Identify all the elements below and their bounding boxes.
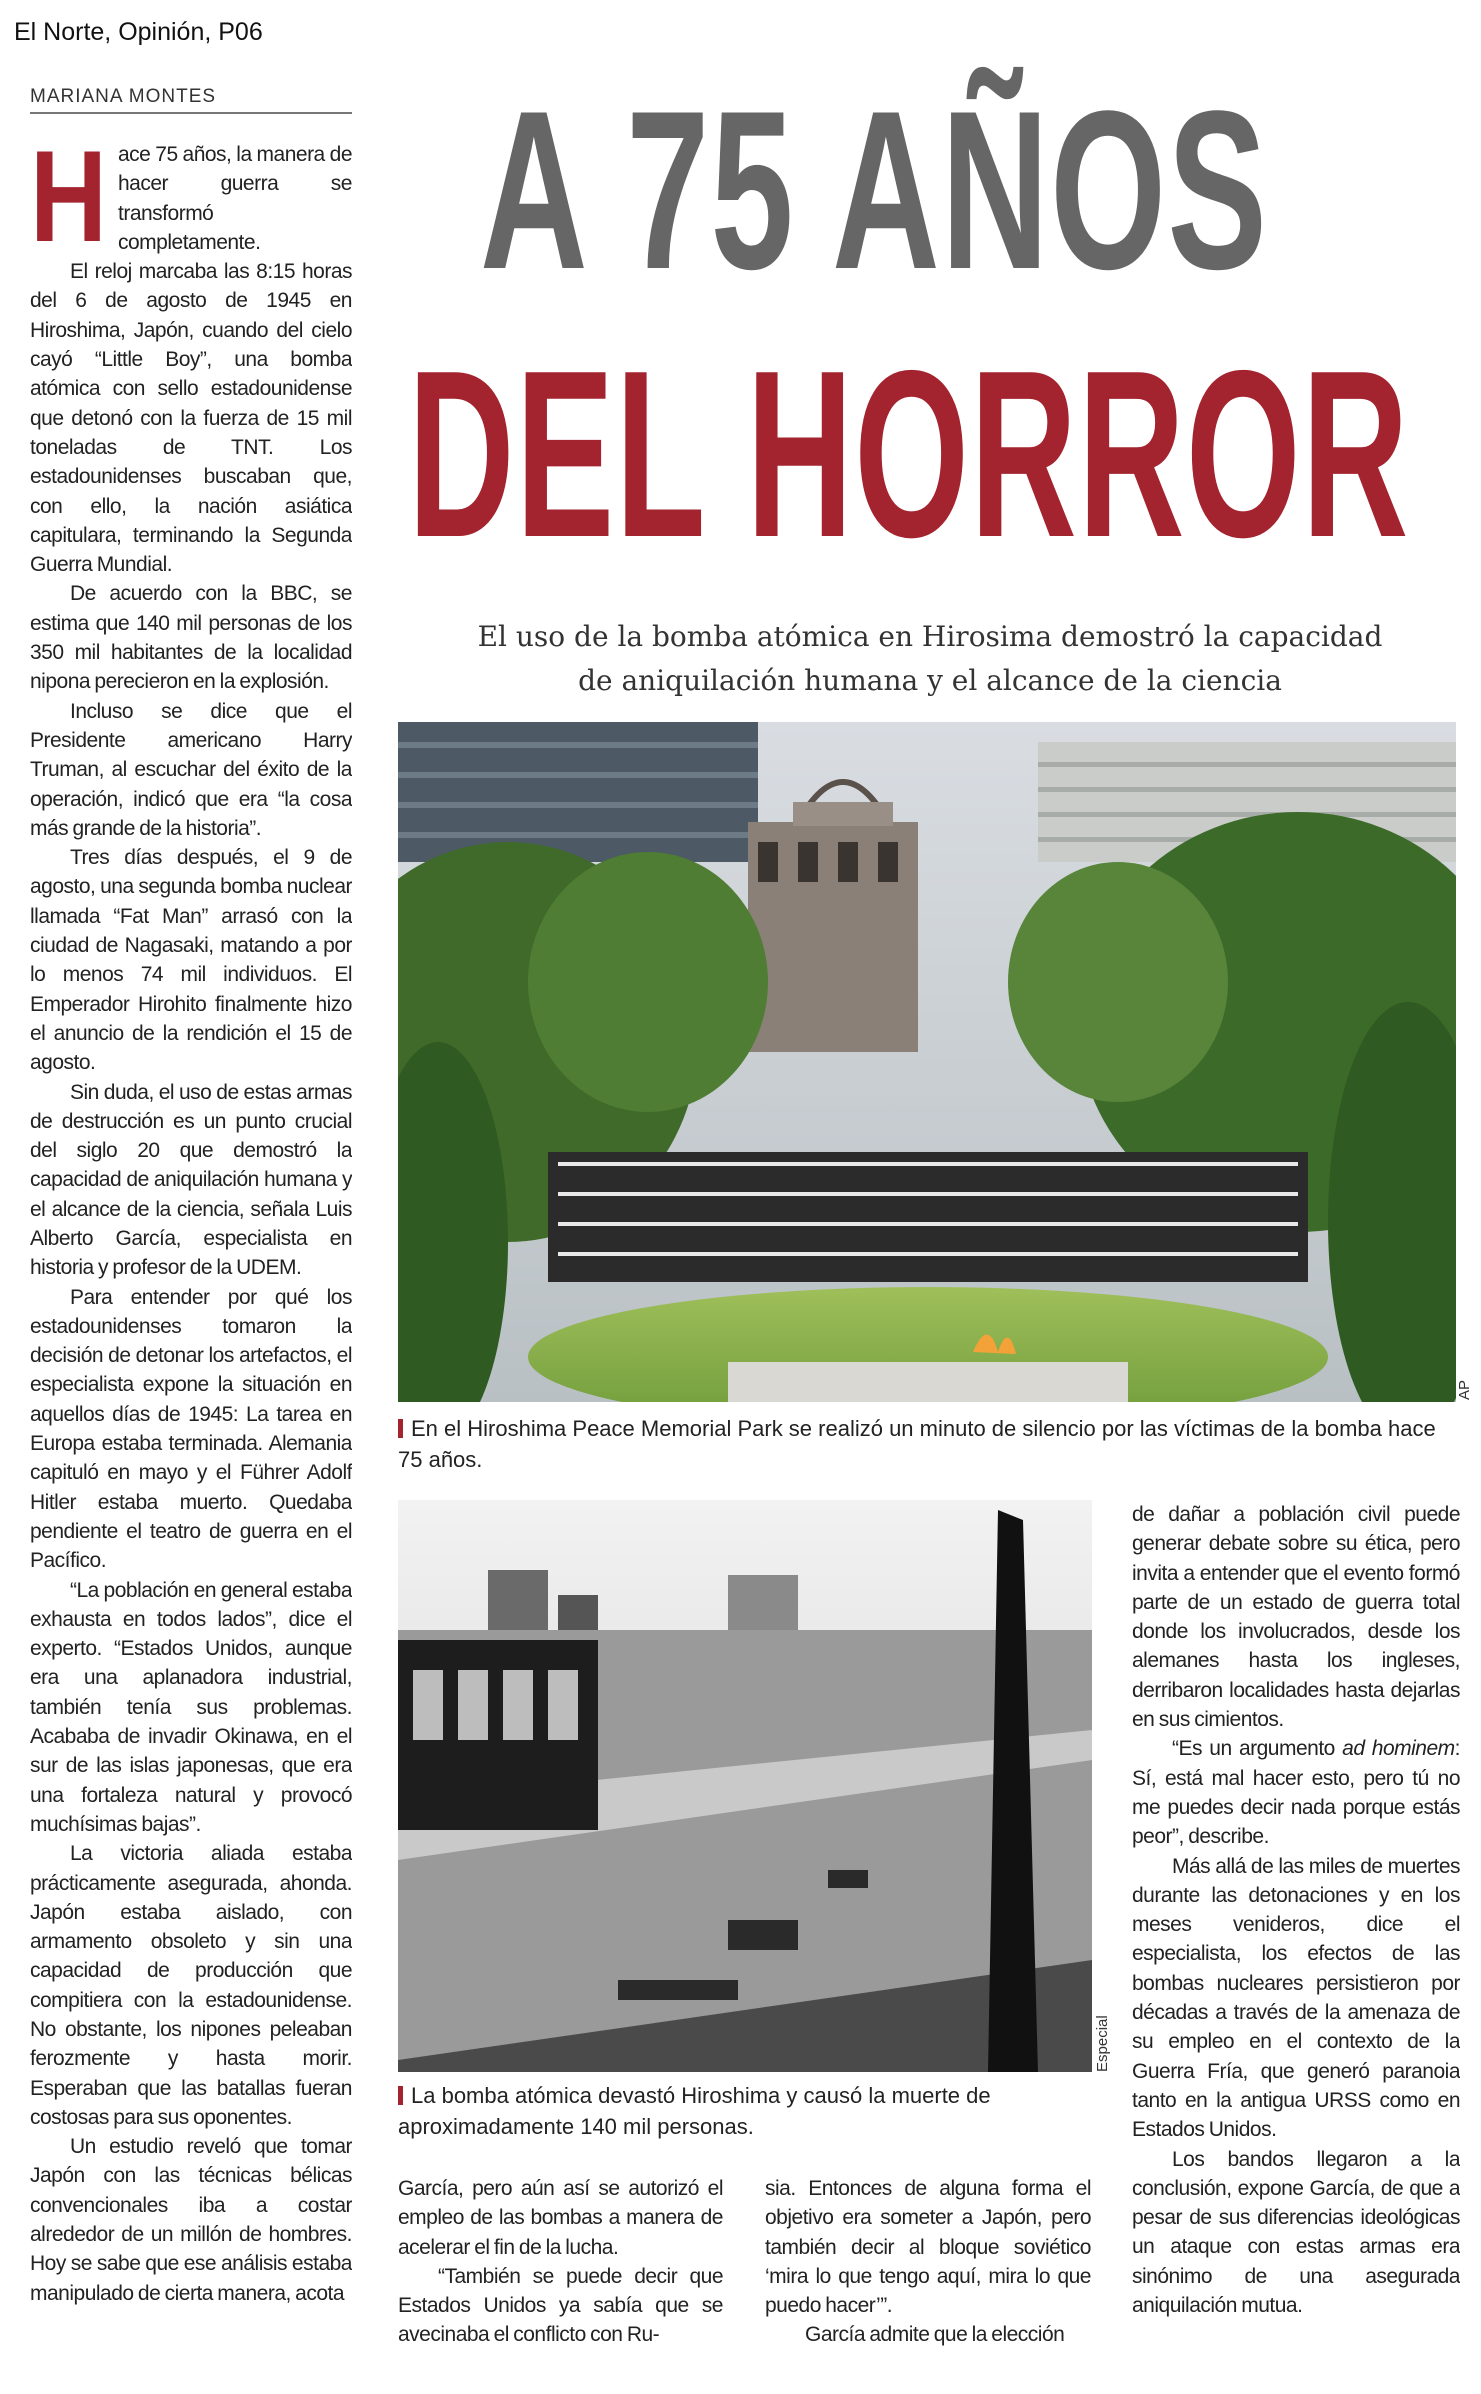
- paragraph: sia. Entonces de alguna forma el objetivo era someter a Japón, pero también decir al bloque soviético ‘mira lo que tengo aquí, mira lo que puedo hacer’”.: [765, 2177, 1091, 2318]
- photo-illustration: [398, 1500, 1092, 2072]
- photo-caption-2: [398, 2080, 1092, 2142]
- subheadline-line-2: de aniquilación humana y el alcance de la ciencia: [578, 664, 1282, 697]
- paragraph: De acuerdo con la BBC, se estima que 140 mil personas de los 350 mil habitantes de la localidad nipona perecieron en la explosión.: [30, 582, 352, 694]
- paragraph: ace 75 años, la manera de hacer guerra se transformó completamente.: [118, 143, 352, 254]
- hiroshima-ruins-photo: [398, 1500, 1092, 2072]
- photo-illustration: [398, 722, 1456, 1402]
- paragraph: La victoria aliada estaba prácticamente asegurada, ahonda. Japón estaba aislado, con armamento obsoleto y sin una capacidad de producción que compitiera con la estadounidense. No obstante, los nipones peleaban ferozmente y hasta morir. Esperaban que las batallas fueran costosas para sus oponentes.: [30, 1842, 352, 2129]
- caption-text: La bomba atómica devastó Hiroshima y causó la muerte de aproximadamente 140 mil personas.: [398, 2083, 991, 2139]
- article-column-4: [1132, 1500, 1460, 2384]
- peace-memorial-park-photo: [398, 722, 1456, 1402]
- drop-cap: H: [30, 140, 107, 269]
- italic-term: ad hominem: [1342, 1737, 1455, 1761]
- photo-credit-2: Especial: [1094, 2015, 1111, 2072]
- paragraph: Incluso se dice que el Presidente americano Harry Truman, al escuchar del éxito de la operación, indicó que era “la cosa más grande de la historia”.: [30, 699, 352, 840]
- paragraph: [1132, 1734, 1460, 1851]
- quote-text: “Es un argumento: [1172, 1737, 1343, 1761]
- byline: MARIANA MONTES: [30, 86, 352, 114]
- caption-marker: [398, 2086, 403, 2105]
- paragraph: “También se puede decir que Estados Unidos ya sabía que se avecinaba el conflicto con Ru-: [398, 2264, 723, 2347]
- paragraph: “La población en general estaba exhausta en todos lados”, dice el experto. “Estados Unidos, aunque era una aplanadora industrial, también tenía sus problemas. Acababa de invadir Okinawa, en el sur de las islas japonesas, que era una fortaleza natural y provocó muchísimas bajas”.: [30, 1578, 352, 1836]
- paragraph: de dañar a población civil puede generar debate sobre su ética, pero invita a entender que el evento formó parte de un estado de guerra total donde los involucrados, desde los alemanes hasta los ingleses, derribaron localidades hasta dejarlas en sus cimientos.: [1132, 1503, 1460, 1732]
- paragraph: Tres días después, el 9 de agosto, una segunda bomba nuclear llamada “Fat Man” arrasó con la ciudad de Nagasaki, matando a por lo menos 74 mil individuos. El Emperador Hirohito finalmente hizo el anuncio de la rendición el 15 de agosto.: [30, 846, 352, 1075]
- paragraph: García admite que la elección: [805, 2323, 1065, 2347]
- paragraph: Los bandos llegaron a la conclusión, expone García, de que a pesar de sus diferencias ideológicas un ataque con estas armas era sinónimo de una asegurada aniquilación mutua.: [1132, 2147, 1460, 2318]
- headline-line-2: DEL HORROR: [408, 322, 1410, 587]
- caption-marker: [398, 1419, 403, 1438]
- paragraph: García, pero aún así se autorizó el empleo de las bombas a manera de acelerar el fin de la lucha.: [398, 2177, 723, 2259]
- paragraph: Un estudio reveló que tomar Japón con las técnicas bélicas convencionales iba a costar alrededor de un millón de hombres. Hoy se sabe que ese análisis estaba manipulado de cierta manera, acota: [30, 2135, 352, 2305]
- article-column-1: [30, 140, 352, 2380]
- quote-text: : Sí, está mal hacer esto, pero tú no me puedes decir nada porque estás peor”, describe.: [1132, 1737, 1460, 1849]
- article-column-3: [765, 2174, 1091, 2384]
- photo-caption-1: [398, 1413, 1458, 1475]
- caption-text: En el Hiroshima Peace Memorial Park se realizó un minuto de silencio por las víctimas de la bomba hace 75 años.: [398, 1416, 1436, 1472]
- photo-credit-1: AP: [1456, 1379, 1473, 1400]
- subheadline-line-1: El uso de la bomba atómica en Hirosima demostró la capacidad: [477, 620, 1383, 653]
- paragraph: Más allá de las miles de muertes durante las detonaciones y en los meses venideros, dice el especialista, los efectos de las bombas nucleares persistieron por décadas a través de la amenaza de su empleo en el contexto de la Guerra Fría, que generó paranoia tanto en la antigua URSS como en Estados Unidos.: [1132, 1854, 1460, 2142]
- publication-source: El Norte, Opinión, P06: [14, 18, 263, 46]
- headline-line-1: A 75 AÑOS: [480, 63, 1269, 316]
- paragraph: Sin duda, el uso de estas armas de destrucción es un punto crucial del siglo 20 que demostró la capacidad de aniquilación humana y el alcance de la ciencia, señala Luis Alberto García, especialista en historia y profesor de la UDEM.: [30, 1080, 352, 1280]
- paragraph: Para entender por qué los estadounidenses tomaron la decisión de detonar los artefactos, el especialista expone la situación en aquellos días de 1945: La tarea en Europa estaba terminada. Alemania capituló en mayo y el Führer Adolf Hitler estaba muerto. Quedaba pendiente el teatro de guerra en el Pacífico.: [30, 1285, 352, 1573]
- paragraph: El reloj marcaba las 8:15 horas del 6 de agosto de 1945 en Hiroshima, Japón, cuando del cielo cayó “Little Boy”, una bomba atómica con sello estadounidense que detonó con la fuerza de 15 mil toneladas de TNT. Los estadounidenses buscaban que, con ello, la nación asiática capitulara, terminando la Segunda Guerra Mundial.: [30, 260, 352, 577]
- article-column-2: [398, 2174, 723, 2384]
- subheadline: [410, 615, 1450, 703]
